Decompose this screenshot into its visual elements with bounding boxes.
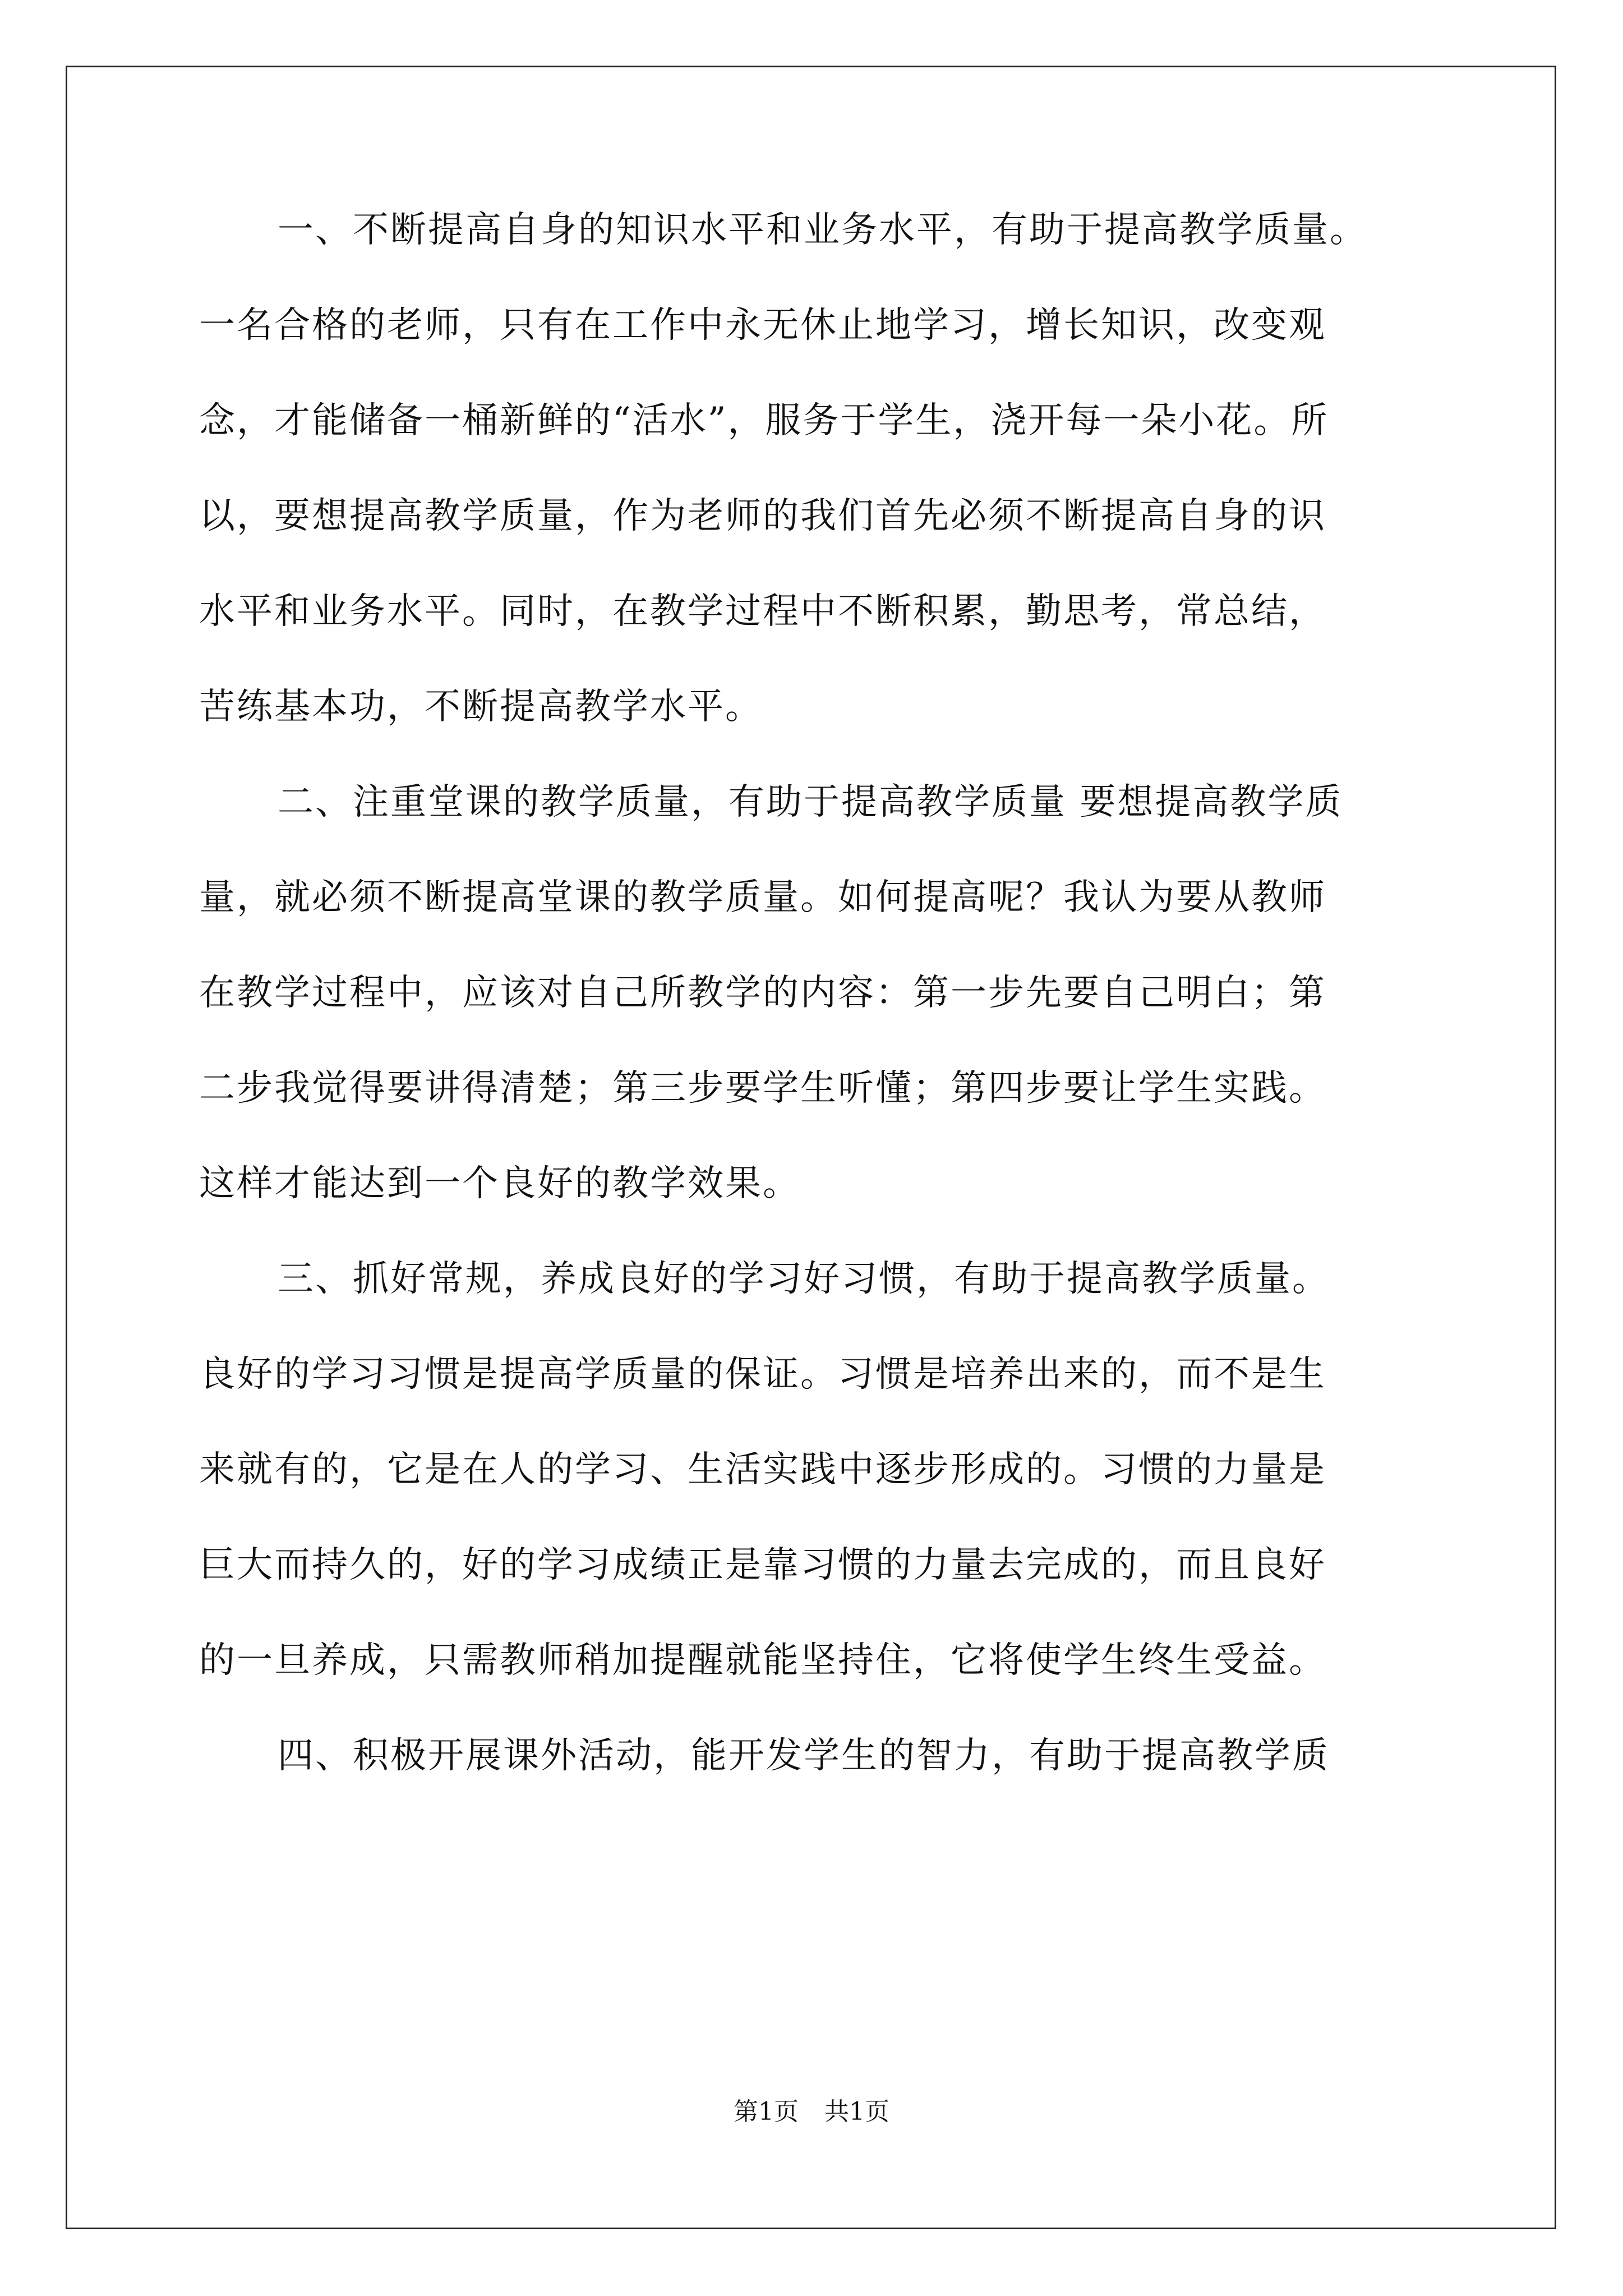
paragraph-1-line-1: 一、不断提高自身的知识水平和业务水平，有助于提高教学质量。	[278, 209, 1367, 251]
paragraph-1-line-5: 水平和业务水平。同时，在教学过程中不断积累，勤思考，常总结，	[199, 591, 1326, 632]
page-total: 共1页	[824, 2097, 889, 2126]
paragraph-4-line-1: 四、积极开展课外活动，能开发学生的智力，有助于提高教学质	[278, 1735, 1330, 1777]
paragraph-1-line-2: 一名合格的老师，只有在工作中永无休止地学习，增长知识，改变观	[199, 305, 1326, 346]
paragraph-3-line-2: 良好的学习习惯是提高学质量的保证。习惯是培养出来的，而不是生	[199, 1354, 1326, 1395]
paragraph-3-line-4: 巨大而持久的，好的学习成绩正是靠习惯的力量去完成的，而且良好	[199, 1544, 1326, 1586]
paragraph-2-line-5: 这样才能达到一个良好的教学效果。	[199, 1163, 800, 1204]
paragraph-2-line-3: 在教学过程中，应该对自己所教学的内容：第一步先要自己明白；第	[199, 972, 1326, 1014]
paragraph-1-line-4: 以，要想提高教学质量，作为老师的我们首先必须不断提高自身的识	[199, 495, 1326, 537]
paragraph-2-line-4: 二步我觉得要讲得清楚；第三步要学生听懂；第四步要让学生实践。	[199, 1068, 1326, 1109]
paragraph-2-line-1: 二、注重堂课的教学质量，有助于提高教学质量 要想提高教学质	[278, 781, 1343, 823]
paragraph-2-line-2: 量，就必须不断提高堂课的教学质量。如何提高呢？我认为要从教师	[199, 877, 1326, 918]
paragraph-3-line-5: 的一旦养成，只需教师稍加提醒就能坚持住，它将使学生终生受益。	[199, 1640, 1326, 1681]
paragraph-3-line-3: 来就有的，它是在人的学习、生活实践中逐步形成的。习惯的力量是	[199, 1449, 1326, 1490]
paragraph-3-line-1: 三、抓好常规，养成良好的学习好习惯，有助于提高教学质量。	[278, 1258, 1330, 1300]
paragraph-1-line-3: 念，才能储备一桶新鲜的“活水”，服务于学生，浇开每一朵小花。所	[199, 400, 1329, 441]
page-number: 第1页	[734, 2097, 799, 2126]
page-footer	[0, 2092, 1623, 2132]
paragraph-1-line-6: 苦练基本功，不断提高教学水平。	[199, 686, 763, 728]
